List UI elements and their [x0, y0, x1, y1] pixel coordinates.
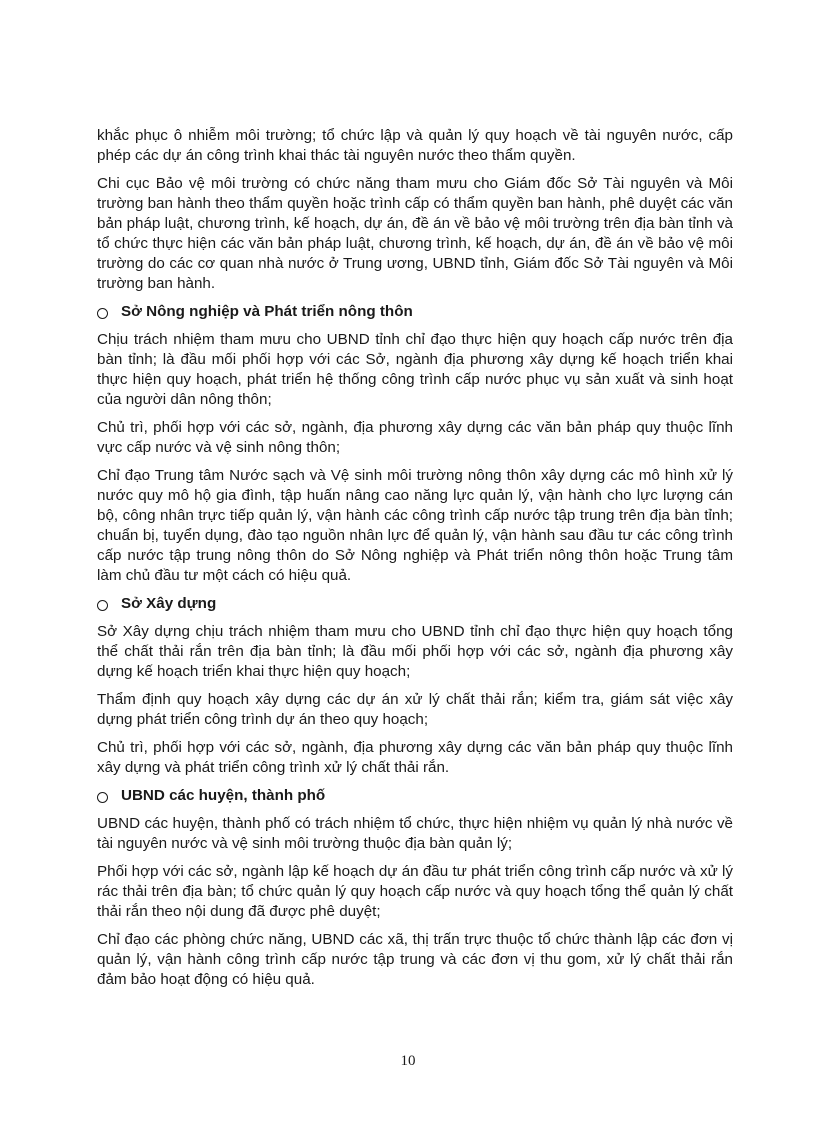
- circle-bullet-icon: [97, 792, 108, 803]
- section-heading-text: Sở Xây dựng: [121, 595, 217, 612]
- section-heading-text: UBND các huyện, thành phố: [121, 787, 326, 804]
- section-heading: [97, 786, 733, 806]
- circle-bullet-icon: [97, 308, 108, 319]
- paragraph: Sở Xây dựng chịu trách nhiệm tham mưu cho UBND tỉnh chỉ đạo thực hiện quy hoạch tổng thể chất thải rắn trên địa bàn tỉnh; là đầu mối phối hợp với các sở, ngành địa phương xây dựng kế hoạch triển khai thực hiện quy hoạch;: [97, 623, 733, 680]
- paragraph: Chi cục Bảo vệ môi trường có chức năng tham mưu cho Giám đốc Sở Tài nguyên và Môi trường ban hành theo thẩm quyền hoặc trình cấp có thẩm quyền ban hành, phê duyệt các văn bản pháp luật, chương trình, kế hoạch, dự án, đề án về bảo vệ môi trường trên địa bàn tỉnh và tổ chức thực hiện các văn bản pháp luật, chương trình, kế hoạch, dự án, đề án về bảo vệ môi trường do các cơ quan nhà nước ở Trung ương, UBND tỉnh, Giám đốc Sở Tài nguyên và Môi trường ban hành.: [97, 175, 733, 292]
- paragraph: UBND các huyện, thành phố có trách nhiệm tổ chức, thực hiện nhiệm vụ quản lý nhà nước về tài nguyên nước và vệ sinh môi trường thuộc địa bàn quản lý;: [97, 815, 733, 852]
- document-body: [97, 126, 733, 998]
- circle-bullet-icon: [97, 600, 108, 611]
- section-heading-text: Sở Nông nghiệp và Phát triển nông thôn: [121, 303, 413, 320]
- paragraph: khắc phục ô nhiễm môi trường; tổ chức lập và quản lý quy hoạch về tài nguyên nước, cấp phép các dự án công trình khai thác tài nguyên nước theo thẩm quyền.: [97, 127, 733, 164]
- paragraph: Chịu trách nhiệm tham mưu cho UBND tỉnh chỉ đạo thực hiện quy hoạch cấp nước trên địa bàn tỉnh; là đầu mối phối hợp với các Sở, ngành địa phương xây dựng kế hoạch triển khai thực hiện quy hoạch, phát triển hệ thống công trình cấp nước phục vụ sản xuất và sinh hoạt của người dân nông thôn;: [97, 331, 733, 408]
- paragraph: Chủ trì, phối hợp với các sở, ngành, địa phương xây dựng các văn bản pháp quy thuộc lĩnh xây dựng và phát triển công trình xử lý chất thải rắn.: [97, 739, 733, 776]
- section-heading: [97, 594, 733, 614]
- section-heading: [97, 302, 733, 322]
- page-number: 10: [400, 1053, 416, 1069]
- paragraph: Thẩm định quy hoạch xây dựng các dự án xử lý chất thải rắn; kiểm tra, giám sát việc xây dựng phát triển công trình dự án theo quy hoạch;: [97, 691, 733, 728]
- paragraph: Phối hợp với các sở, ngành lập kế hoạch dự án đầu tư phát triển công trình cấp nước và xử lý rác thải trên địa bàn; tổ chức quản lý quy hoạch cấp nước và quy hoạch tổng thể quản lý chất thải rắn theo nội dung đã được phê duyệt;: [97, 863, 733, 920]
- paragraph: Chỉ đạo Trung tâm Nước sạch và Vệ sinh môi trường nông thôn xây dựng các mô hình xử lý nước quy mô hộ gia đình, tập huấn nâng cao năng lực quản lý, vận hành cho lực lượng cán bộ, công nhân trực tiếp quản lý, vận hành các công trình cấp nước tập trung trên địa bàn tỉnh; chuẩn bị, tuyển dụng, đào tạo nguồn nhân lực để quản lý, vận hành sau đầu tư các công trình cấp nước tập trung nông thôn do Sở Nông nghiệp và Phát triển nông thôn hoặc Trung tâm làm chủ đầu tư một cách có hiệu quả.: [97, 467, 733, 584]
- paragraph: Chủ trì, phối hợp với các sở, ngành, địa phương xây dựng các văn bản pháp quy thuộc lĩnh vực cấp nước và vệ sinh nông thôn;: [97, 419, 733, 456]
- paragraph: Chỉ đạo các phòng chức năng, UBND các xã, thị trấn trực thuộc tổ chức thành lập các đơn vị quản lý, vận hành công trình cấp nước tập trung và các đơn vị thu gom, xử lý chất thải rắn đảm bảo hoạt động có hiệu quả.: [97, 931, 733, 988]
